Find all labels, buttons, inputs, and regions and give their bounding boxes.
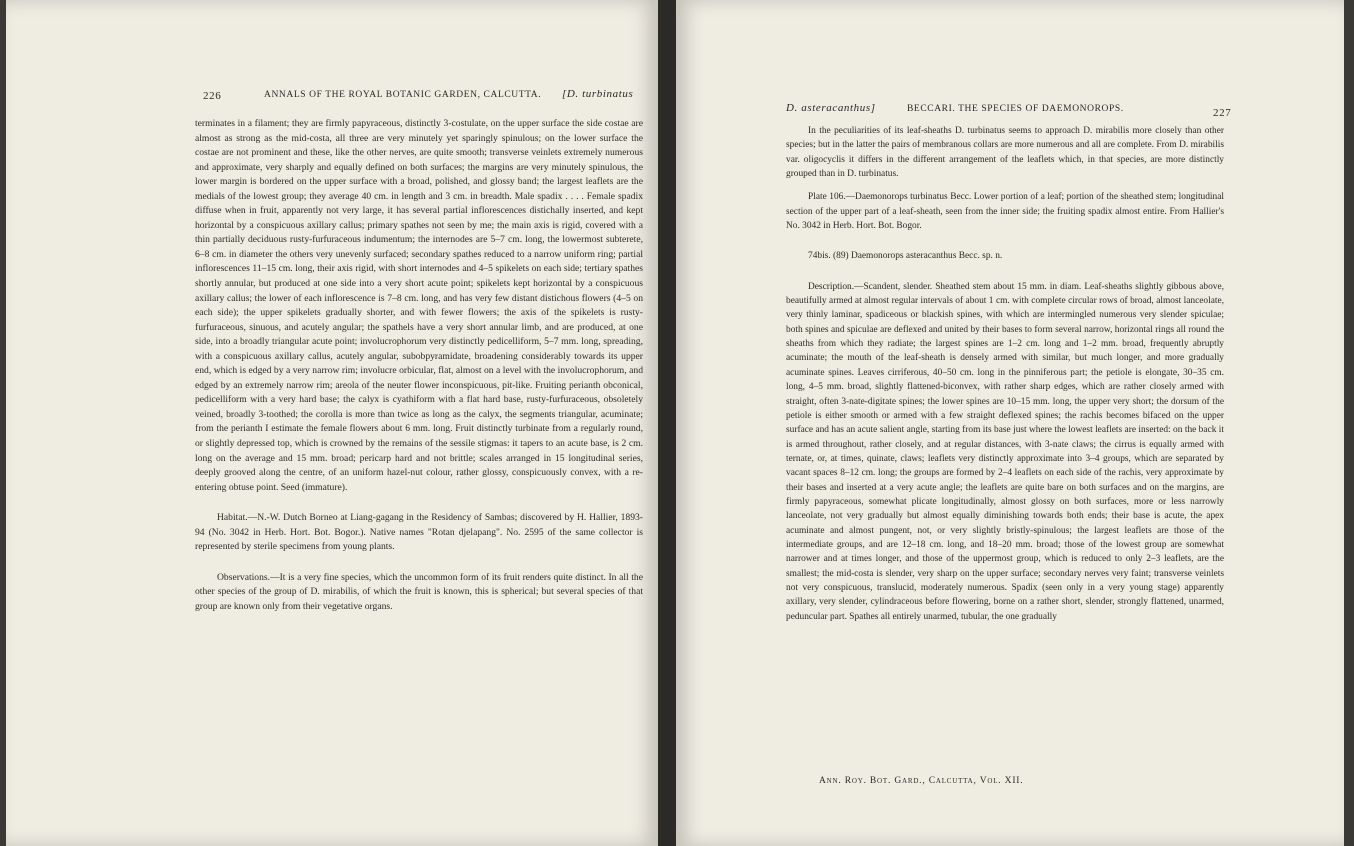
left-running-title: [D. turbinatus xyxy=(562,88,634,100)
left-running-head: ANNALS OF THE ROYAL BOTANIC GARDEN, CALCUTTA. xyxy=(264,90,542,100)
left-paragraph-habitat: Habitat.—N.-W. Dutch Borneo at Liang-gagang in the Residency of Sambas; discovered by H. Hallier, 1893-94 (No. 3042 in Herb. Hort. Bot. Bogor.). Native names "Rotan djelapang". No. 2595 of the same collector is represented by sterile specimens from young plants. xyxy=(195,512,643,553)
right-running-head: BECCARI. THE SPECIES OF DAEMONOROPS. xyxy=(907,104,1124,114)
right-paragraph-plate: Plate 106.—Daemonorops turbinatus Becc. Lower portion of a leaf; portion of the sheathed stem; longitudinal section of the upper part of a leaf-sheath, seen from the inner side; the fruiting spadix almost entire. From Hallier's No. 3042 in Herb. Hort. Bot. Bogor. xyxy=(786,192,1224,232)
right-paragraph-comparison: In the peculiarities of its leaf-sheaths D. turbinatus seems to approach D. mirabilis more closely than other species; but in the latter the pairs of membranous collars are more numerous and all are complete. From D. mirabilis var. oligocyclis it differs in the different arrangement of the leaflets which, in that species, are more distinctly grouped than in D. turbinatus. xyxy=(786,126,1224,180)
right-paragraph-description: Description.—Scandent, slender. Sheathed stem about 15 mm. in diam. Leaf-sheaths slightly gibbous above, beautifully armed at almost regular intervals of about 1 cm. with complete circular rows of broad, almost lanceolate, very thinly laminar, spadiceous or blackish spines, with which are intermingled numerous very slender spiculae; both spines and spiculae are deflexed and united by their bases to form several narrow, horizontal rings all round the sheaths from which they radiate; the largest spines are 1–2 cm. long and 1–2 mm. broad, frequently abruptly acuminate; the mouth of the leaf-sheath is densely armed with similar, but much longer, and more gradually acuminate spines. Leaves cirriferous, 40–50 cm. long in the pinniferous part; the petiole is elongate, 30–35 cm. long, 4–5 mm. broad, slightly flattened-biconvex, with rather sharp edges, which are rather closely armed with straight, often 3-nate-digitate spines; the lower spines are 10–15 mm. long, the upper very short; the dorsum of the petiole is either smooth or armed with a few straight deflexed spines; the rachis becomes bifaced on the upper surface and has an acute salient angle, starting from its base just where the lowest leaflets are inserted: on the back it is armed throughout, rather closely, and at regular distances, with 3-nate claws; the cirrus is equally armed with ternate, or, at times, quinate, claws; leaflets very distinctly approximate into 3–4 groups, which are separated by vacant spaces 8–12 cm. long; the groups are formed by 2–4 leaflets on each side of the rachis, very approximate by their bases and inserted at a very acute angle; the leaflets are quite bare on both surfaces and on the margins, are firmly papyraceous, somewhat plicate longitudinally, almost glossy on both surfaces, more or less narrowly lanceolate, not very gradually but almost equally diminishing towards both ends; their base is acute, the apex acuminate and almost pungent, not, or very slightly bristly-spinulous; the largest leaflets are those of the intermediate groups, and are 12–18 cm. long, and 18–20 mm. broad; those of the lowest group are somewhat narrower and at times longer, and those of the uppermost group, which is reduced to only 2–3 leaflets, are the smallest; the mid-costa is slender, very sharp on the upper surface; secondary nerves very faint; transverse veinlets not very conspicuous, translucid, moderately numerous. Spadix (seen only in a very young stage) apparently axillary, very slender, cylindraceous before flowering, borne on a rather short, slender, strongly flattened, unarmed, peduncular part. Spathes all entirely unarmed, tubular, the one gradually xyxy=(786,281,1224,622)
left-body-text xyxy=(195,117,643,615)
right-body-text xyxy=(786,124,1224,624)
right-page-edge xyxy=(1344,0,1354,846)
right-page-footer: Ann. Roy. Bot. Gard., Calcutta, Vol. XII. xyxy=(819,776,1024,786)
left-page-number: 226 xyxy=(203,90,222,102)
right-running-title: D. asteracanthus] xyxy=(786,102,876,114)
book-gutter xyxy=(658,0,676,846)
left-page xyxy=(6,0,658,846)
left-paragraph-description: terminates in a filament; they are firmly papyraceous, distinctly 3-costulate, on the upper surface the side costae are almost as strong as the mid-costa, all three are very minutely yet sparingly spinulous; on the lower surface the costae are not prominent and these, like the other nerves, are quite smooth; transverse veinlets extremely numerous and approximate, very sharply and equally defined on both surfaces; the margins are very minutely spinulous, the lower margin is bordered on the upper surface with a broad, polished, and glossy band; the largest leaflets are the medials of the lowest group; they average 40 cm. in length and 3 cm. in breadth. Male spadix . . . . Female spadix diffuse when in fruit, apparently not very large, it has several partial inflorescences distichally inserted, and kept horizontal by a conspicuous axillary callus; primary spathes not seen by me; the main axis is rigid, covered with a thin partially deciduous rusty-furfuraceous indumentum; the internodes are 5–7 cm. long, the lowermost subterete, 6–8 cm. in diameter the others very unevenly surfaced; secondary spathes reduced to a narrow uniform ring; partial inflorescences 11–15 cm. long, their axis rigid, with short internodes and 4–5 spikelets on each side; tertiary spathes shortly annular, but produced at one side into a very short acute point; spikelets kept horizontal by a conspicuous axillary callus; the lower of each inflorescence is 7–8 cm. long, and has very few distant distichous flowers (4–5 on each side); the upper spikelets gradually shorter, and with fewer flowers; the axis of the spikelets is rusty-furfuraceous, sinuous, and acutely angular; the spathels have a very short annular limb, and are produced, at one side, into a broadly triangular acute point; involucrophorum very distinctly pedicelliform, 5–7 mm. long, spreading, with a conspicuous axillary callus, acutely angular, subobpyramidate, broadening considerably towards its upper end, which is edged by a very narrow rim; involucre orbicular, flat, almost on a level with the involucrophorum, and edged by an extremely narrow rim; areola of the neuter flower inconspicuous, pit-like. Fruiting perianth obconical, pedicelliform with a very hard base; the calyx is cyathiform with a flat hard base, rusty-furfuraceous, obsoletely veined, broadly 3-toothed; the corolla is more than twice as long as the calyx, the segments triangular, acuminate; from the perianth I estimate the female flowers about 6 mm. long. Fruit distinctly turbinate from a regularly round, or slightly depressed top, which is crowned by the remains of the sessile stigmas: it tapers to an acute base, is 2 cm. long on the average and 15 mm. broad; pericarp hard and not brittle; scales arranged in 15 longitudinal series, deeply grooved along the centre, of an uniform hazel-nut colour, rather glossy, conspicuously convex, with a re-entering obtuse point. Seed (immature). xyxy=(195,118,643,493)
right-page-number: 227 xyxy=(1213,107,1232,119)
right-species-heading: 74bis. (89) Daemonorops asteracanthus Becc. sp. n. xyxy=(808,251,1003,262)
left-paragraph-observations: Observations.—It is a very fine species, which the uncommon form of its fruit renders quite distinct. In all the other species of the group of D. mirabilis, of which the fruit is known, this is spherical; but several species of that group are known only from their vegetative organs. xyxy=(195,571,643,612)
right-page xyxy=(676,0,1344,846)
